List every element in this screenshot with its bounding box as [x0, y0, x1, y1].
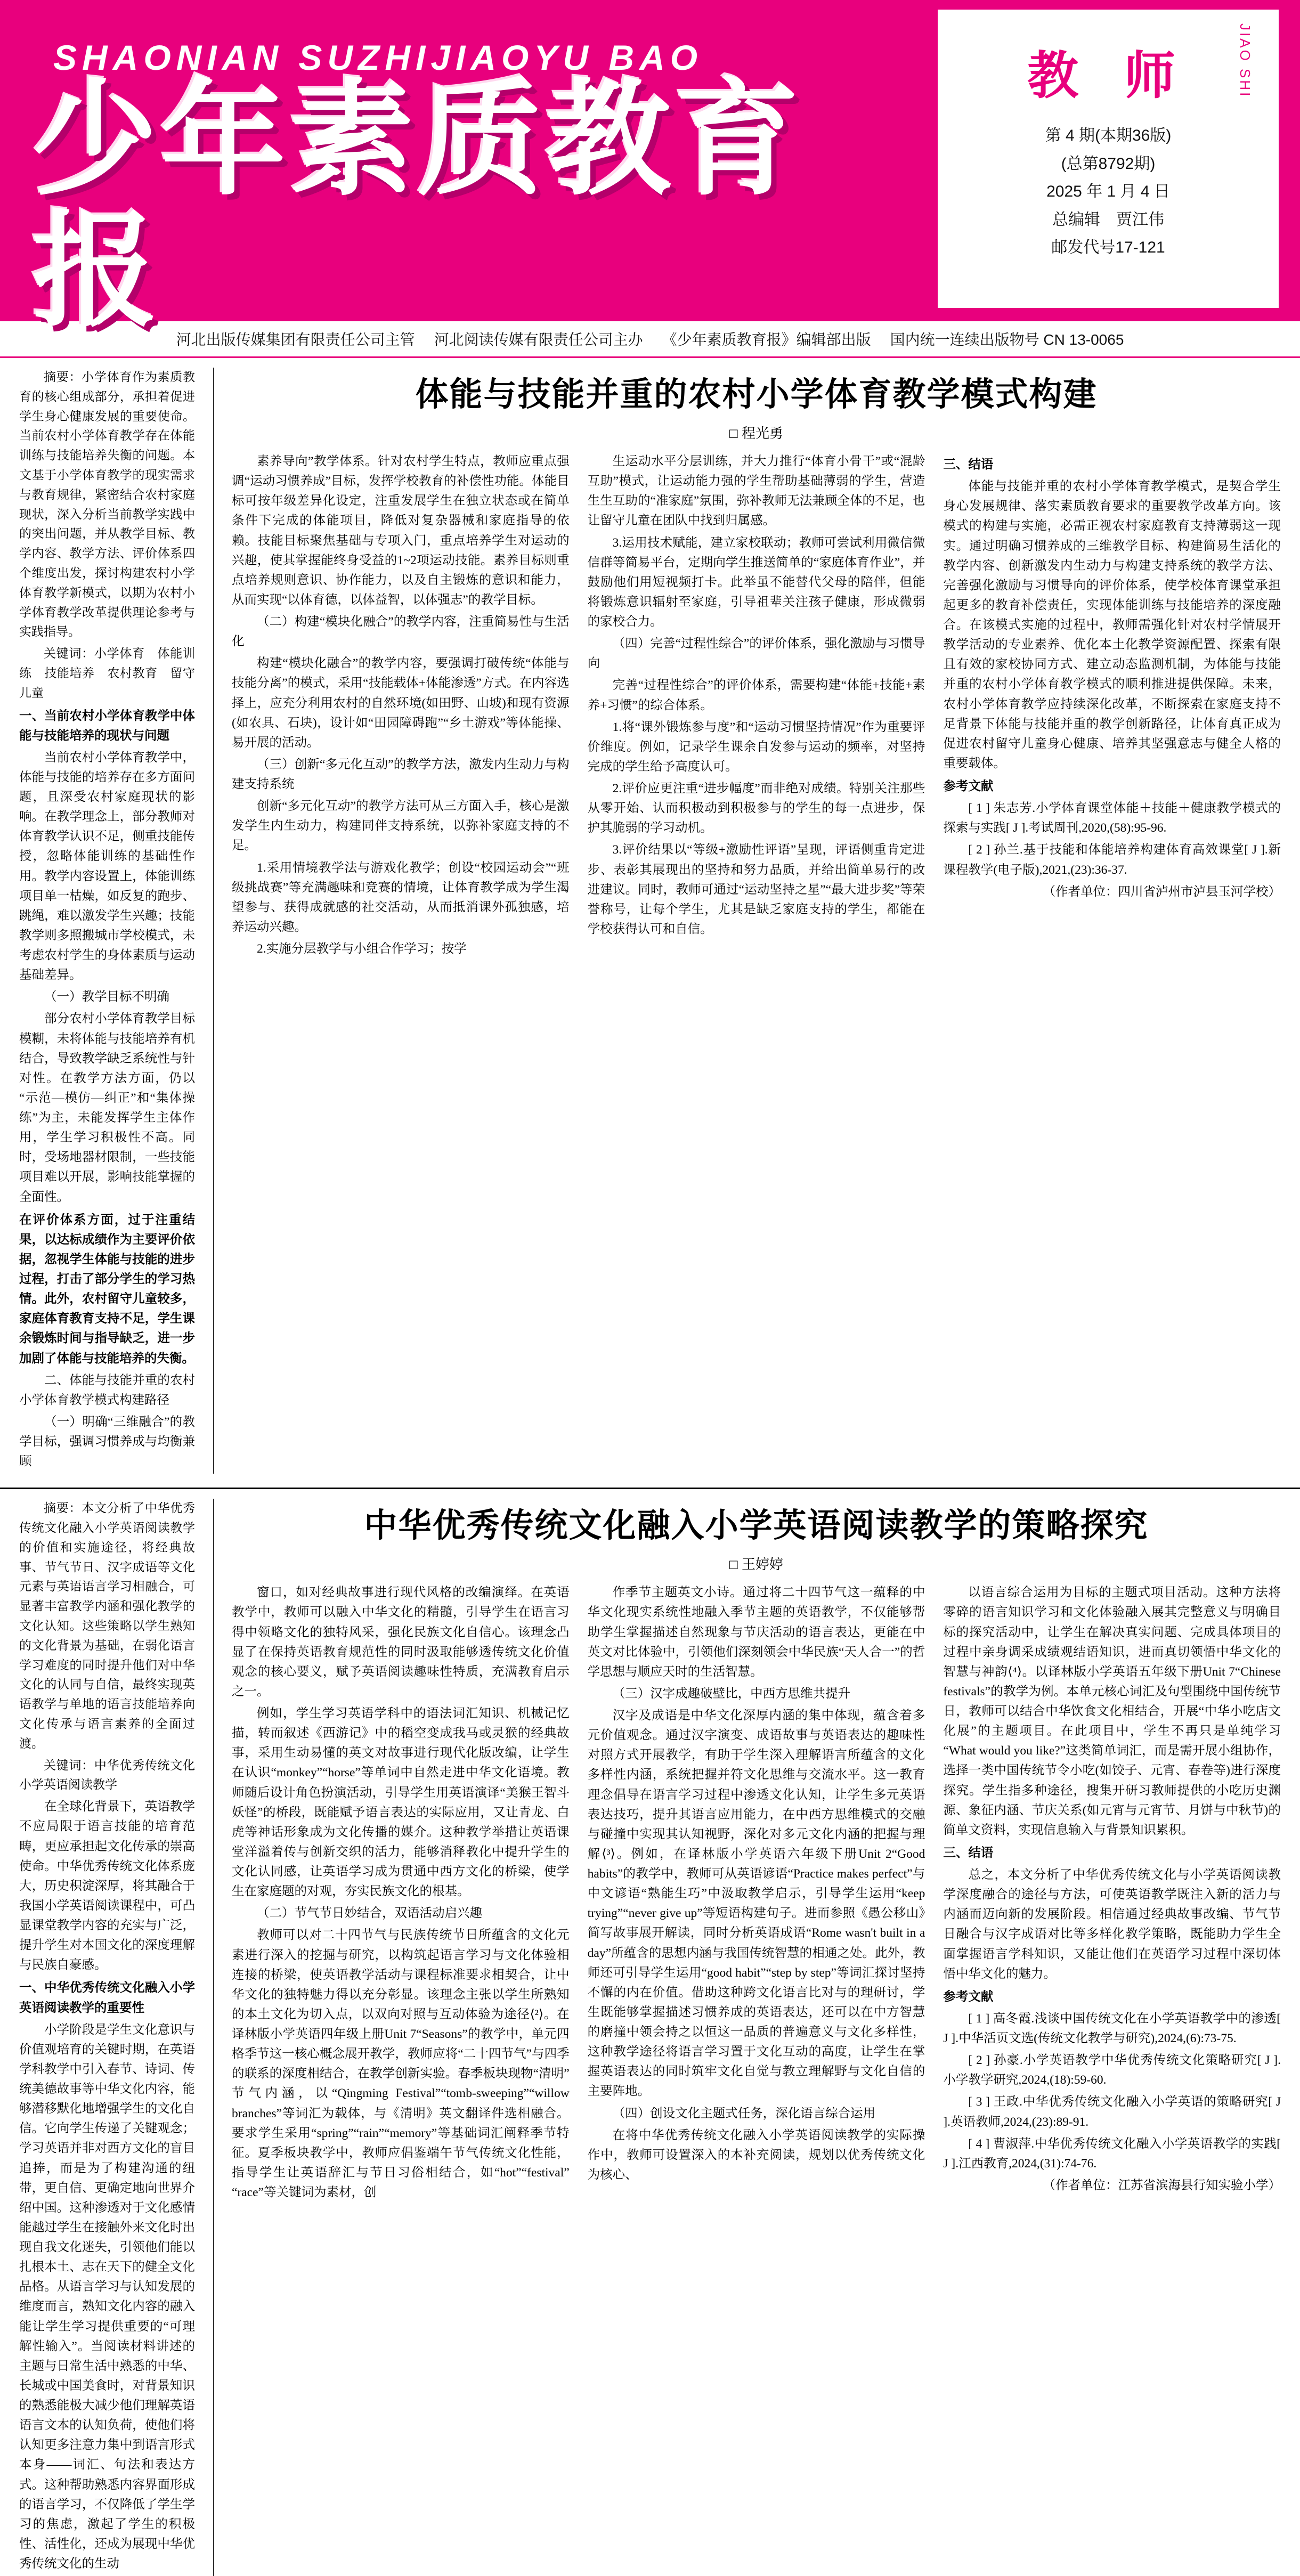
publisher-editor: 《少年素质教育报》编辑部出版	[662, 331, 871, 348]
column-divider	[213, 368, 214, 1474]
article-two-affiliation: （作者单位：江苏省滨海县行知实验小学）	[1043, 2178, 1281, 2192]
masthead-info-box	[938, 10, 1279, 308]
article-two-keywords: 关键词：中华优秀传统文化 小学英语阅读教学	[19, 1758, 207, 1792]
article-one-column-4	[943, 452, 1281, 904]
article-one-c2-p1: 3.运用技术赋能，建立家校联动；教师可尝试利用微信微信群等简易平台，定期向学生推送简单的“家庭体育作业”，并鼓励他们用短视频打卡。此举虽不能替代父母的陪伴，但能将锻炼意识辐射至家庭，引导祖辈关注孩子健康，形成微弱的家校合力。	[587, 535, 925, 629]
article-one-c0-h4: 在评价体系方面，过于注重结果，以达标成绩作为主要评价依据，忽视学生体能与技能的进步过程，打击了部分学生的学习热情。此外，农村留守儿童较多，家庭体育教育支持不足，学生课余锻炼时间与指导缺乏，进一步加剧了体能与技能培养的失衡。	[19, 1213, 195, 1366]
article-two-column-3	[588, 1583, 925, 2187]
edition-label: 教 师	[1027, 46, 1189, 105]
article-one-c1-p2: 构建“模块化融合”的教学内容，要强调打破传统“体能与技能分离”的模式，采用“技能载体+体能渗透”方式。在内容选择上，应充分利用农村的自然环境(如田野、山坡)和现有资源(如农具、石块)，设计如“田园障碍跑”“乡土游戏”等体能操、易开展的活动。	[232, 656, 570, 750]
article-two-c2-p4: 在将中华优秀传统文化融入小学英语阅读教学的实际操作中，教师可设置深入的本补充阅读，规划以优秀传统文化为核心、	[587, 2128, 925, 2182]
article-two-ref-1: [ 1 ] 高冬霞.浅谈中国传统文化在小学英语教学中的渗透[ J ].中华活页文选(传统文化教学与研究),2024,(6):73-75.	[943, 2011, 1281, 2046]
article-two-ref-2: [ 2 ] 孙豪.小学英语教学中华优秀传统文化策略研究[ J ].小学教学研究,2024,(18):59-60.	[943, 2053, 1281, 2087]
article-one-abstract: 摘要：小学体育作为素质教育的核心组成部分，承担着促进学生身心健康发展的重要使命。当前农村小学体育教学存在体能训练与技能培养失衡的问题。本文基于小学体育教学的现实需求与教育规律，紧密结合农村家庭现状，深入分析当前教学实践中的突出问题，并从教学目标、教学内容、教学方法、评价体系四个维度出发，探讨构建农村小学体育教学新模式，以期为农村小学体育教学改革提供理论参考与实践指导。	[19, 370, 195, 639]
article-one-title: 体能与技能并重的农村小学体育教学模式构建	[415, 375, 1098, 413]
article-one-ref-1: [ 1 ] 朱志芳.小学体育课堂体能＋技能＋健康教学模式的探索与实践[ J ].考试周刊,2020,(58):95-96.	[943, 801, 1281, 835]
article-two-c0-p2: 小学阶段是学生文化意识与价值观培育的关键时期，在英语学科教学中引入春节、诗词、传统美德故事等中华文化内容，能够潜移默化地增强学生的文化自信。它向学生传递了关键观念；学习英语并非对西方文化的盲目追捧，而是为了构建沟通的纽带，更自信、更确定地向世界介绍中国。这种渗透对于文化感情能越过学生在接触外来文化时出现自我文化迷失，引领他们能以扎根本土、志在天下的健全文化品格。从语言学习与认知发展的维度而言，熟知文化内容的融入能让学生学习提供重要的“可理解性输入”。当阅读材料讲述的主题与日常生活中熟悉的中华、长城或中国美食时，对背景知识的熟悉能极大减少他们理解英语语言文本的认知负荷，使他们将认知更多注意力集中到语言形式本身——词汇、句法和表达方式。这种帮助熟悉内容界面形成的语言学习，不仅降低了学生学习的焦虑，激起了学生的积极性、活性化，还成为展现中华优秀传统文化的生动	[19, 2022, 195, 2571]
issue-date: 2025 年 1 月 4 日	[1046, 183, 1170, 200]
article-two-c1-p0: 窗口，如对经典故事进行现代风格的改编演绎。在英语教学中，教师可以融入中华文化的精髓，引导学生在语言习得中领略文化的独特风采，强化民族文化自信心。该理念凸显了在保持英语教育规范性的同时汲取能够透传统文化价值观念的核心要义，赋予英语阅读趣味性特质，充满教育启示之一。	[232, 1586, 570, 1699]
total-issue-number: (总第8792期)	[1061, 155, 1156, 173]
masthead-pinyin: SHAONIAN SUZHIJIAOYU BAO	[53, 38, 703, 77]
article-two-c3-p0: 以语言综合运用为目标的主题式项目活动。这种方法将零碎的语言知识学习和文化体验融入展其完整意义与明确目标的探究活动中，让学生在解决真实问题、完成具体项目的过程中亲身调采成绩观结语知识，进而真切领悟中华文化的智慧与神韵⟨⁴⟩。以译林版小学英语五年级下册Unit 7“Chinese festivals”的教学为例。本单元核心词汇及句型围绕中国传统节日，教师可以结合中华饮食文化相结合，开展“中华小吃店文化展”的主题项目。在此项目中，学生不再只是单纯学习“What would you like?”这类简单词汇，而是需开展小组协作，选择一类中国传统节令小吃(如饺子、元宵、春卷等)进行深度探究。学生指多种途径，搜集开研习教师提供的小吃历史渊源、象征内涵、节庆关系(如元宵与元宵节、月饼与中秋节)的简单文资料，实现信息输入与背景知识累积。	[943, 1586, 1281, 1837]
article-one-column-2	[232, 452, 570, 961]
article-one-c3-h0: 三、结语	[943, 458, 994, 472]
article-one-c1-p0: 素养导向”教学体系。针对农村学生特点，教师应重点强调“运动习惯养成”目标，发挥学校教育的补偿性功能。体能目标可按年级差异化设定，注重发展学生在独立状态或在简单条件下完成的体能项目，降低对复杂器械和家庭指导的依赖。技能目标聚焦基础与专项入门，重点培养学生对运动的兴趣，使其掌握能终身受益的1~2项运动技能。素养目标则重点培养规则意识、协作能力，以及自主锻炼的意识和能力，从而实现“以体育德，以体益智，以体强志”的教学目标。	[232, 454, 570, 607]
masthead-title-text: 少年素质教育报	[32, 67, 802, 344]
article-one-c0-h0: 一、当前农村小学体育教学中体能与技能培养的现状与问题	[19, 709, 195, 743]
article-one-c1-p5: 1.采用情境教学法与游戏化教学；创设“校园运动会”“班级挑战赛”等充满趣味和竞赛的情境，让体育教学成为学生渴望参与、获得成就感的社交活动，从而抵消课外孤独感，培养运动兴趣。	[232, 860, 570, 934]
article-one-c1-p1: （二）构建“模块化融合”的教学内容，注重简易性与生活化	[232, 615, 570, 649]
article-one-c0-p2: （一）教学目标不明确	[44, 990, 169, 1004]
column-divider-two	[213, 1499, 214, 2576]
article-one-ref-2: [ 2 ] 孙兰.基于技能和体能培养构建体育高效课堂[ J ].新课程教学(电子版),2021,(23):36-37.	[943, 843, 1281, 877]
article-two-abstract: 摘要：本文分析了中华优秀传统文化融入小学英语阅读教学的价值和实施途径，将经典故事、节气节日、汉字成语等文化元素与英语语言学习相融合，可显著丰富教学内涵和强化教学的文化认知。这些策略以学生熟知的文化背景为基础，在弱化语言学习难度的同时提升他们对中华文化的认同与自信，最终实现英语教学与单地的语言技能培养向文化传承与语言素养的全面过渡。	[19, 1501, 195, 1750]
article-one	[0, 368, 1300, 1474]
article-one-c1-p6: 2.实施分层教学与小组合作学习；按学	[257, 942, 467, 956]
article-two-ref-4: [ 4 ] 曹淑萍.中华优秀传统文化融入小学英语教学的实践[ J ].江西教育,2024,(31):74-76.	[943, 2136, 1281, 2171]
article-one-c2-p4: 1.将“课外锻炼参与度”和“运动习惯坚持情况”作为重要评价维度。例如，记录学生课余自发参与运动的频率，对坚持完成的学生给予高度认可。	[587, 720, 925, 774]
article-one-references-heading: 参考文献	[943, 779, 994, 793]
article-two-c2-p3: （四）创设文化主题式任务，深化语言综合运用	[612, 2106, 876, 2120]
article-one-c0-p6: （一）明确“三维融合”的教学目标，强调习惯养成与均衡兼顾	[19, 1415, 195, 1469]
article-one-c2-p5: 2.评价应更注重“进步幅度”而非绝对成绩。特别关注那些从零开始、认而积极动到积极参与的学生的每一点进步，保护其脆弱的学习动机。	[587, 782, 925, 835]
edition-label-block	[938, 10, 1279, 108]
issue-number: 第 4 期(本期36版)	[1045, 127, 1172, 144]
article-two-author: □ 王婷婷	[729, 1556, 783, 1573]
article-two-c1-p2: （二）节气节日妙结合，双语活动启兴趣	[257, 1906, 482, 1921]
article-one-c1-p4: 创新“多元化互动”的教学方法可从三方面入手，核心是激发学生内生动力，构建同伴支持系统，以弥补家庭支持的不足。	[232, 799, 570, 853]
chief-editor: 总编辑 贾江伟	[1052, 210, 1164, 229]
article-two-c0-h1: 一、中华优秀传统文化融入小学英语阅读教学的重要性	[19, 1981, 195, 2015]
issue-meta	[938, 122, 1279, 262]
article-two-c0-p0: 在全球化背景下，英语教学不应局限于语言技能的培育范畴，更应承担起文化传承的崇高使命。中华优秀传统文化体系庞大，历史积淀深厚，将其融合于我国小学英语阅读课程中，可凸显课堂教学内容的充实与广泛，提升学生对本国文化的深度理解与民族自豪感。	[19, 1800, 195, 1972]
article-two-title: 中华优秀传统文化融入小学英语阅读教学的策略探究	[364, 1506, 1149, 1545]
article-two-abstract-column	[19, 1499, 207, 2576]
article-one-c2-p3: 完善“过程性综合”的评价体系，需要构建“体能+技能+素养+习惯”的综合体系。	[587, 678, 925, 712]
article-one-c0-p3: 部分农村小学体育教学目标模糊，未将体能与技能培养有机结合，导致教学缺乏系统性与针对性。在教学方法方面，仍以“示范—模仿—纠正”和“集体操练”为主，未能发挥学生主体作用，学生学习积极性不高。同时，受场地器材限制，一些技能项目难以开展，影响技能掌握的全面性。	[19, 1012, 195, 1204]
article-divider	[0, 1488, 1300, 1489]
article-one-keywords: 关键词：小学体育 体能训练 技能培养 农村教育 留守儿童	[19, 647, 195, 700]
article-two-c3-h1: 三、结语	[943, 1846, 994, 1860]
publisher-cn-number: 国内统一连续出版物号 CN 13-0065	[890, 331, 1124, 348]
article-one-c2-p0: 生运动水平分层训练，并大力推行“体育小骨干”或“混龄互助”模式，让运动能力强的学生帮助基础薄弱的学生，营造生生互助的“准家庭”氛围，弥补教师无法兼顾全体的不足，也让留守儿童在团队中找到归属感。	[587, 454, 925, 528]
article-one-c0-p5: 二、体能与技能并重的农村小学体育教学模式构建路径	[19, 1373, 195, 1407]
article-two-c3-p2: 总之，本文分析了中华优秀传统文化与小学英语阅读教学深度融合的途径与方法，可使英语教学既注入新的活力与内涵而迈向新的发展阶段。相信通过经典故事改编、节气节日融合与汉字成语对比等多样化教学策略，既能助力学生全面掌握语言学科知识，又能让他们在英语学习过程中深切体悟中华文化的魅力。	[943, 1868, 1281, 1981]
article-one-c1-p3: （三）创新“多元化互动”的教学方法，激发内生动力与构建支持系统	[232, 757, 570, 791]
article-two-column-2	[232, 1583, 570, 2205]
article-one-c3-p1: 体能与技能并重的农村小学体育教学模式，是契合学生身心发展规律、落实素质教育要求的重要教学改革方向。该模式的构建与实施，必需正视农村家庭教育支持薄弱这一现实。通过明确习惯养成的三维教学目标、构建简易生活化的教学内容、创新激发内生动力与构建支持系统的教学方法、完善强化激励与习惯导向的评价体系，使学校体育课堂承担起更多的教育补偿责任，实现体能训练与技能培养的深度融合。在该模式实施的过程中，教师需强化针对农村学情展开教学活动的专业素养、优化本土化教学资源配置、探索有限且有效的家校协同方式、建立动态监测机制，为体能与技能并重的农村小学体育教学模式的顺利推进提供保障。未来，农村小学体育教学应持续深化改革，不断探索在家庭支持不足背景下体能与技能并重的教学创新路径，让体育真正成为促进农村留守儿童身心健康、培养其坚强意志与健全人格的重要载体。	[943, 480, 1281, 770]
article-one-c2-p2: （四）完善“过程性综合”的评价体系，强化激励与习惯导向	[587, 637, 925, 671]
article-two-column-4	[943, 1583, 1281, 2198]
article-two-references-heading: 参考文献	[943, 1989, 994, 2004]
article-two-c1-p1: 例如，学生学习英语学科中的语法词汇知识、机械记忆描，转而叙述《西游记》中的稻空变成我马或灵猴的经典故事，采用生动易懂的英文对故事进行现代化版改编，让学生在认识“monkey”“horse”等单词中自然走进中华文化语境。教师随后设计角色扮演活动，引导学生用英语演译“美猴王智斗妖怪”的桥段，既能赋予语言表达的实际应用，又让青龙、白虎等神话形象成为文化传播的媒介。这种教学举措让英语课堂洋溢着传与创新交织的活力，能够消释教化中提升学生的文化认同感，让英语学习成为贯通中西方文化的桥梁，使学生在家庭题的对观，夯实民族文化的根基。	[232, 1707, 570, 1899]
article-two-c2-p1: （三）汉字成趣破壁比，中西方思维共提升	[612, 1686, 851, 1701]
article-one-author: □ 程光勇	[729, 425, 783, 441]
article-two-c2-p2: 汉字及成语是中华文化深厚内涵的集中体现，蕴含着多元价值观念。通过汉字演变、成语故事与英语表达的趣味性对照方式开展教学，有助于学生深入理解语言所蕴含的文化多样性内涵，系统把握并符文化思维与交流水平。这一教育理念倡导在语言学习过程中渗透文化认知，让学生多元英语表达技巧，提升其语言应用能力，在中西方思维模式的交融与碰撞中实现其认知视野，深化对多元文化内涵的把握与理解⟨³⟩。例如，在译林版小学英语六年级下册Unit 2“Good habits”的教学中，教师可从英语谚语“Practice makes perfect”与中文谚语“熟能生巧”中汲取教学启示，引导学生运用“keep trying”“never give up”等短语构建句子。进而参照《愚公移山》简写故事展开解读，同时分析英语成语“Rome wasn't built in a day”所蕴含的思想内涵与我国传统智慧的相通之处。此外，教师还可引导学生运用“good habit”“step by step”等词汇探讨坚持不懈的内在价值。借助这种跨文化语言比对与的理研讨，学生既能够掌握描述习惯养成的英语表达，还可以在中方智慧的磨撞中领会持之以恒这一品质的普遍意义与文化多样性，这种教学途径将语言学习置于文化互动的高度，让学生在掌握英语表达的同时筑牢文化自觉与教立理解野与文化自信的主要阵地。	[587, 1709, 925, 2099]
article-one-affiliation: （作者单位：四川省泸州市泸县玉河学校）	[1043, 884, 1281, 899]
article-two	[0, 1499, 1300, 2576]
article-two-c1-p3: 教师可以对二十四节气与民族传统节日所蕴含的文化元素进行深入的挖掘与研究，以构筑起语言学习与文化体验相连接的桥梁，使英语教学活动与课程标准要求相契合，让中华文化的独特魅力得以充分彰显。该理念主张以学生所熟知的本土文化为切入点，以双向对照与互动体验为途径⟨²⟩。在译林版小学英语四年级上册Unit 7“Seasons”的教学中，单元四格季节这一核心概念展开教学，教师应将“二十四节气”与四季的联系的深度相结合，在教学创新实验。春季板块现物“清明”节气内涵，以“Qingming Festival”“tomb-sweeping”“willow branches”等词汇为载体，与《清明》英文翻译件选相融合。要求学生采用“spring”“rain”“memory”等基础词汇阐释季节特征。夏季板块教学中，教师应倡鉴端午节气传统文化性能，指导学生让英语辞汇与节日习俗相结合，如“hot”“festival”“race”等关键词为素材，创	[232, 1928, 570, 2200]
postal-code: 邮发代号17-121	[1051, 239, 1165, 256]
edition-label-pinyin: JIAO SHI	[1237, 23, 1253, 99]
article-two-c2-p0: 作季节主题英文小诗。通过将二十四节气这一蕴释的中华文化现实系统性地融入季节主题的英语教学，不仅能够帮助学生掌握描述自然现象与节庆活动的语言表达，更能在中英文对比体验中，引领他们深刻领会中华民族“天人合一”的哲学思想与顺应天时的生活智慧。	[587, 1586, 925, 1679]
publisher-sponsor: 河北阅读传媒有限责任公司主办	[434, 331, 643, 348]
publisher-supervisor: 河北出版传媒集团有限责任公司主管	[176, 331, 415, 348]
article-one-abstract-column	[19, 368, 195, 1474]
article-one-column-3	[588, 452, 925, 941]
article-two-ref-3: [ 3 ] 王政.中华优秀传统文化融入小学英语的策略研究[ J ].英语教师,2024,(23):89-91.	[943, 2095, 1281, 2129]
article-one-c0-p1: 当前农村小学体育教学中，体能与技能的培养存在多方面问题，且深受农村家庭现状的影响。在教学理念上，部分教师对体育教学认识不足，侧重技能传授，忽略体能训练的基础性作用。教学内容设置上，体能训练项目单一枯燥，如反复的跑步、跳绳，难以激发学生兴趣；技能教学则多照搬城市学校模式，未考虑农村学生的身体素质与运动基础差异。	[19, 750, 195, 982]
article-one-c2-p6: 3.评价结果以“等级+激励性评语”呈现，评语侧重肯定进步、表彰其展现出的坚持和努力品质，并给出简单易行的改进建议。同时，教师可通过“运动坚持之星”“最大进步奖”等荣誉称号，让每个学生，尤其是缺乏家庭支持的学生，都能在学校获得认可和自信。	[587, 843, 925, 936]
